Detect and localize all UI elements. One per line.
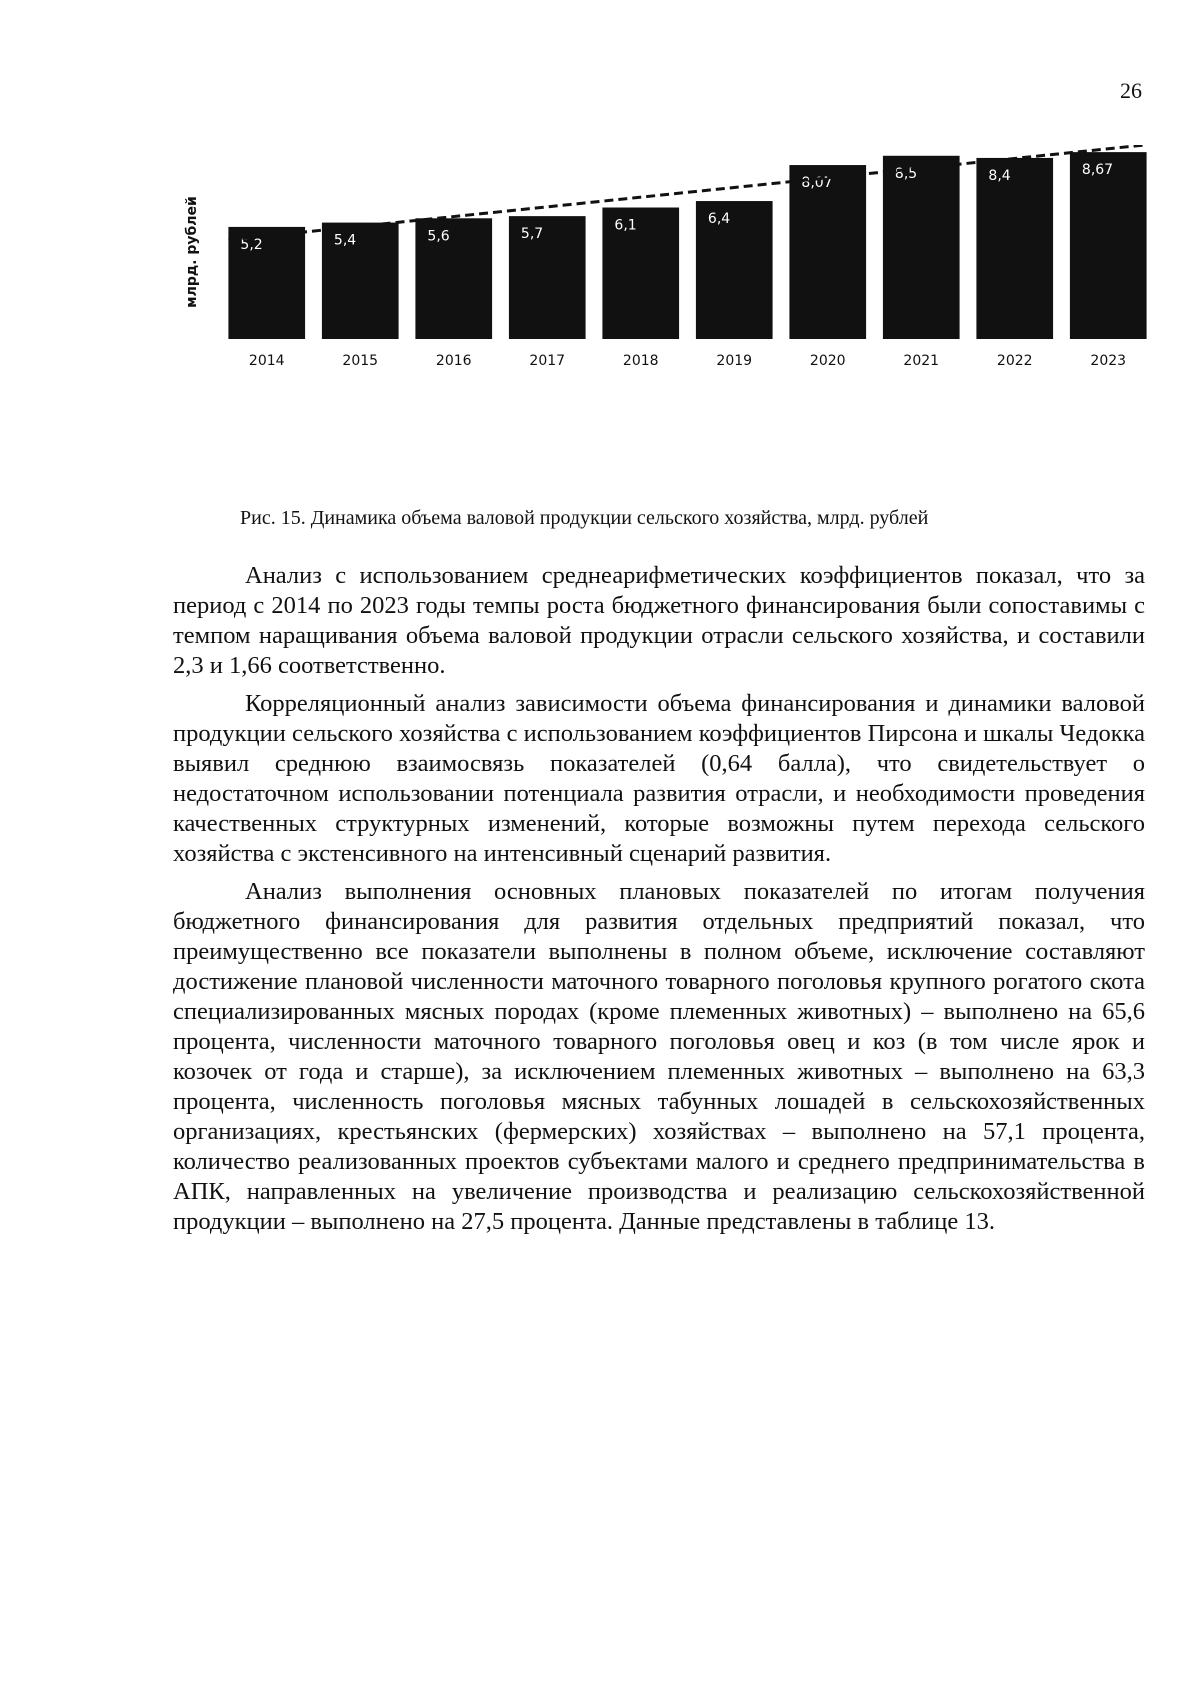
page-number: 26 [1120, 78, 1142, 103]
y-axis-title: млрд. рублей [184, 196, 200, 308]
x-tick-label: 2023 [1090, 353, 1127, 369]
bar-data-label: 8,07 [801, 175, 833, 192]
bar-data-label: 5,6 [427, 228, 450, 245]
x-tick-label: 2022 [996, 353, 1033, 369]
figure-caption: Рис. 15. Динамика объема валовой продукции сельского хозяйства, млрд. рублей [240, 507, 929, 529]
x-tick-label: 2016 [435, 353, 472, 369]
bar-data-label: 6,4 [707, 211, 731, 228]
bar [1070, 152, 1147, 339]
bar [883, 156, 960, 339]
paragraph: Анализ с использованием среднеарифметических коэффициентов показал, что за период с 2014 по 2023 годы темпы роста бюджетного финансирования были сопоставимы с темпом наращивания объема валовой продукции отрасли сельского хозяйства, и составили 2,3 и 1,66 соответственно. [173, 562, 1145, 679]
bar-data-label: 5,2 [240, 236, 263, 253]
x-tick-label: 2018 [622, 353, 659, 369]
bar-data-label: 8,67 [1081, 162, 1114, 179]
x-tick-label: 2017 [529, 353, 566, 369]
x-tick-label: 2014 [248, 353, 285, 369]
paragraph: Корреляционный анализ зависимости объема финансирования и динамики валовой продукции сельского хозяйства с использованием коэффициентов Пирсона и шкалы Чедокка выявил среднюю взаимосвязь показателей (0,64 балла), что свидетельствует о недостаточном использовании потенциала развития отрасли, и необходимости проведения качественных структурных изменений, которые возможны путем перехода сельского хозяйства с экстенсивного на интенсивный сценарий развития. [173, 690, 1145, 867]
paragraph: Анализ выполнения основных плановых показателей по итогам получения бюджетного финансирования для развития отдельных предприятий показал, что преимущественно все показатели выполнены в полном объеме, исключение составляют достижение плановой численности маточного товарного поголовья крупного рогатого скота специализированных мясных породах (кроме племенных животных) – выполнено на 65,6 процента, численности маточного товарного поголовья овец и коз (в том числе ярок и козочек от года и старше), за исключением племенных животных – выполнено на 63,3 процента, численность поголовья мясных табунных лошадей в сельскохозяйственных организациях, крестьянских (фермерских) хозяйствах – выполнено на 57,1 процента, количество реализованных проектов субъектами малого и среднего предпринимательства в АПК, направленных на увеличение производства и реализацию сельскохозяйственной продукции – выполнено на 27,5 процента. Данные представлены в таблице 13. [173, 878, 1145, 1235]
bar-chart [170, 145, 1165, 415]
body-text [173, 561, 1145, 1245]
x-tick-label: 2019 [716, 353, 753, 369]
bar-chart-svg [170, 145, 1165, 415]
bar-data-label: 5,4 [333, 232, 357, 249]
bar [789, 165, 866, 339]
bar-data-label: 5,7 [520, 226, 544, 243]
x-tick-label: 2021 [903, 353, 940, 369]
bar [976, 158, 1053, 339]
bar-data-label: 8,4 [988, 167, 1011, 184]
x-tick-label: 2015 [342, 353, 379, 369]
bar-data-label: 6,1 [614, 217, 637, 234]
bar-data-label: 8,5 [894, 165, 918, 182]
x-tick-label: 2020 [809, 353, 846, 369]
